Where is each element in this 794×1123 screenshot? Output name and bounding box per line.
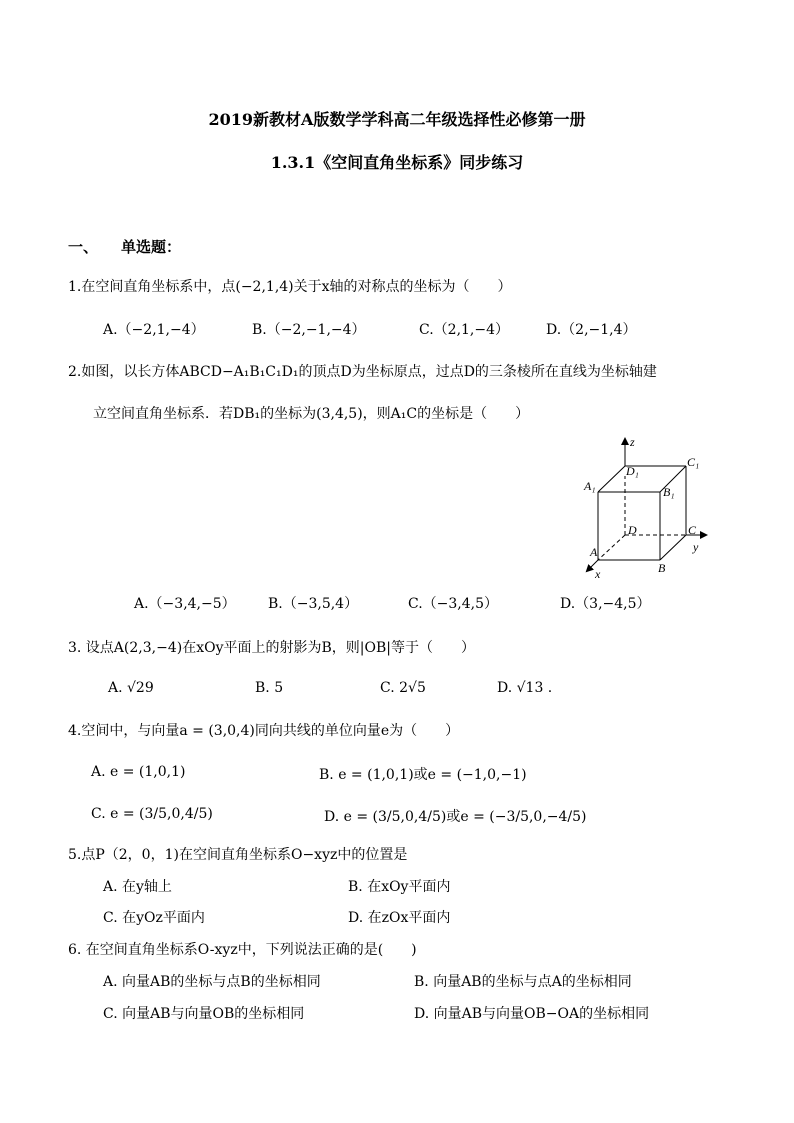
document-title: 2019新教材A版数学学科高二年级选择性必修第一册 bbox=[208, 110, 586, 129]
q5-option-c: C. 在yOz平面内 bbox=[103, 910, 205, 926]
q3-option-c: C. 2√5 bbox=[380, 680, 426, 696]
q2-stem-line2: 立空间直角坐标系．若DB₁的坐标为(3,4,5)，则A₁C的坐标是（ ） bbox=[93, 406, 530, 422]
document-subtitle: 1.3.1《空间直角坐标系》同步练习 bbox=[270, 153, 524, 172]
q4-option-b: B. e = (1,0,1)或e = (−1,0,−1) bbox=[319, 767, 527, 783]
q2-option-c: C.（−3,4,5） bbox=[408, 596, 499, 612]
label-x: x bbox=[595, 567, 601, 580]
q1-option-b: B.（−2,−1,−4） bbox=[252, 322, 366, 338]
label-c1: C₁ bbox=[687, 455, 700, 469]
q6-option-c: C. 向量AB与向量OB的坐标相同 bbox=[103, 1006, 305, 1022]
q3-option-d: D. √13 . bbox=[497, 680, 553, 696]
label-d1: D₁ bbox=[626, 464, 639, 478]
edge-bc bbox=[660, 535, 686, 560]
section-number: 一、 bbox=[68, 238, 99, 256]
q5-option-a: A. 在y轴上 bbox=[103, 879, 172, 895]
q1-option-a: A.（−2,1,−4） bbox=[103, 322, 205, 338]
q6-option-b: B. 向量AB的坐标与点A的坐标相同 bbox=[414, 974, 632, 990]
q2-option-a: A.（−3,4,−5） bbox=[134, 596, 236, 612]
q5-stem: 5.点P（2，0，1)在空间直角坐标系O−xyz中的位置是 bbox=[68, 847, 408, 863]
q4-option-d: D. e = (3/5,0,4/5)或e = (−3/5,0,−4/5) bbox=[324, 809, 587, 825]
q2-stem-line1: 2.如图，以长方体ABCD−A₁B₁C₁D₁的顶点D为坐标原点，过点D的三条棱所在直线为坐标轴建 bbox=[68, 364, 657, 380]
edge-a1d1 bbox=[598, 466, 625, 492]
q5-option-d: D. 在zOx平面内 bbox=[348, 910, 451, 926]
q2-option-d: D.（3,−4,5） bbox=[560, 596, 651, 612]
q1-option-c: C.（2,1,−4） bbox=[419, 322, 510, 338]
q6-option-a: A. 向量AB的坐标与点B的坐标相同 bbox=[103, 974, 321, 990]
q1-option-d: D.（2,−1,4） bbox=[546, 322, 637, 338]
q4-option-a: A. e = (1,0,1) bbox=[91, 764, 186, 780]
q1-stem: 1.在空间直角坐标系中，点(−2,1,4)关于x轴的对称点的坐标为（ ） bbox=[68, 279, 512, 295]
label-b: B bbox=[658, 561, 666, 575]
label-a1: A₁ bbox=[584, 479, 596, 493]
label-c: C bbox=[688, 523, 697, 537]
label-b1: B₁ bbox=[663, 485, 675, 499]
q4-option-c: C. e = (3/5,0,4/5) bbox=[91, 806, 213, 822]
label-d: D bbox=[628, 523, 637, 537]
edge-da bbox=[598, 535, 625, 560]
label-y: y bbox=[693, 540, 699, 554]
q3-option-b: B. 5 bbox=[255, 680, 284, 696]
label-a: A bbox=[590, 545, 598, 559]
cuboid-figure bbox=[578, 434, 718, 580]
q2-option-b: B.（−3,5,4） bbox=[268, 596, 359, 612]
q6-option-d: D. 向量AB与向量OB−OA的坐标相同 bbox=[414, 1006, 650, 1022]
q4-stem: 4.空间中，与向量a = (3,0,4)同向共线的单位向量e为（ ） bbox=[68, 723, 460, 739]
q3-stem: 3. 设点A(2,3,−4)在xOy平面上的射影为B，则|OB|等于（ ） bbox=[68, 640, 475, 656]
section-label: 单选题： bbox=[121, 238, 182, 256]
q3-option-a: A. √29 bbox=[108, 680, 154, 696]
label-z: z bbox=[630, 435, 635, 449]
q6-stem: 6. 在空间直角坐标系O-xyz中，下列说法正确的是( ) bbox=[68, 942, 417, 958]
q5-option-b: B. 在xOy平面内 bbox=[348, 879, 451, 895]
